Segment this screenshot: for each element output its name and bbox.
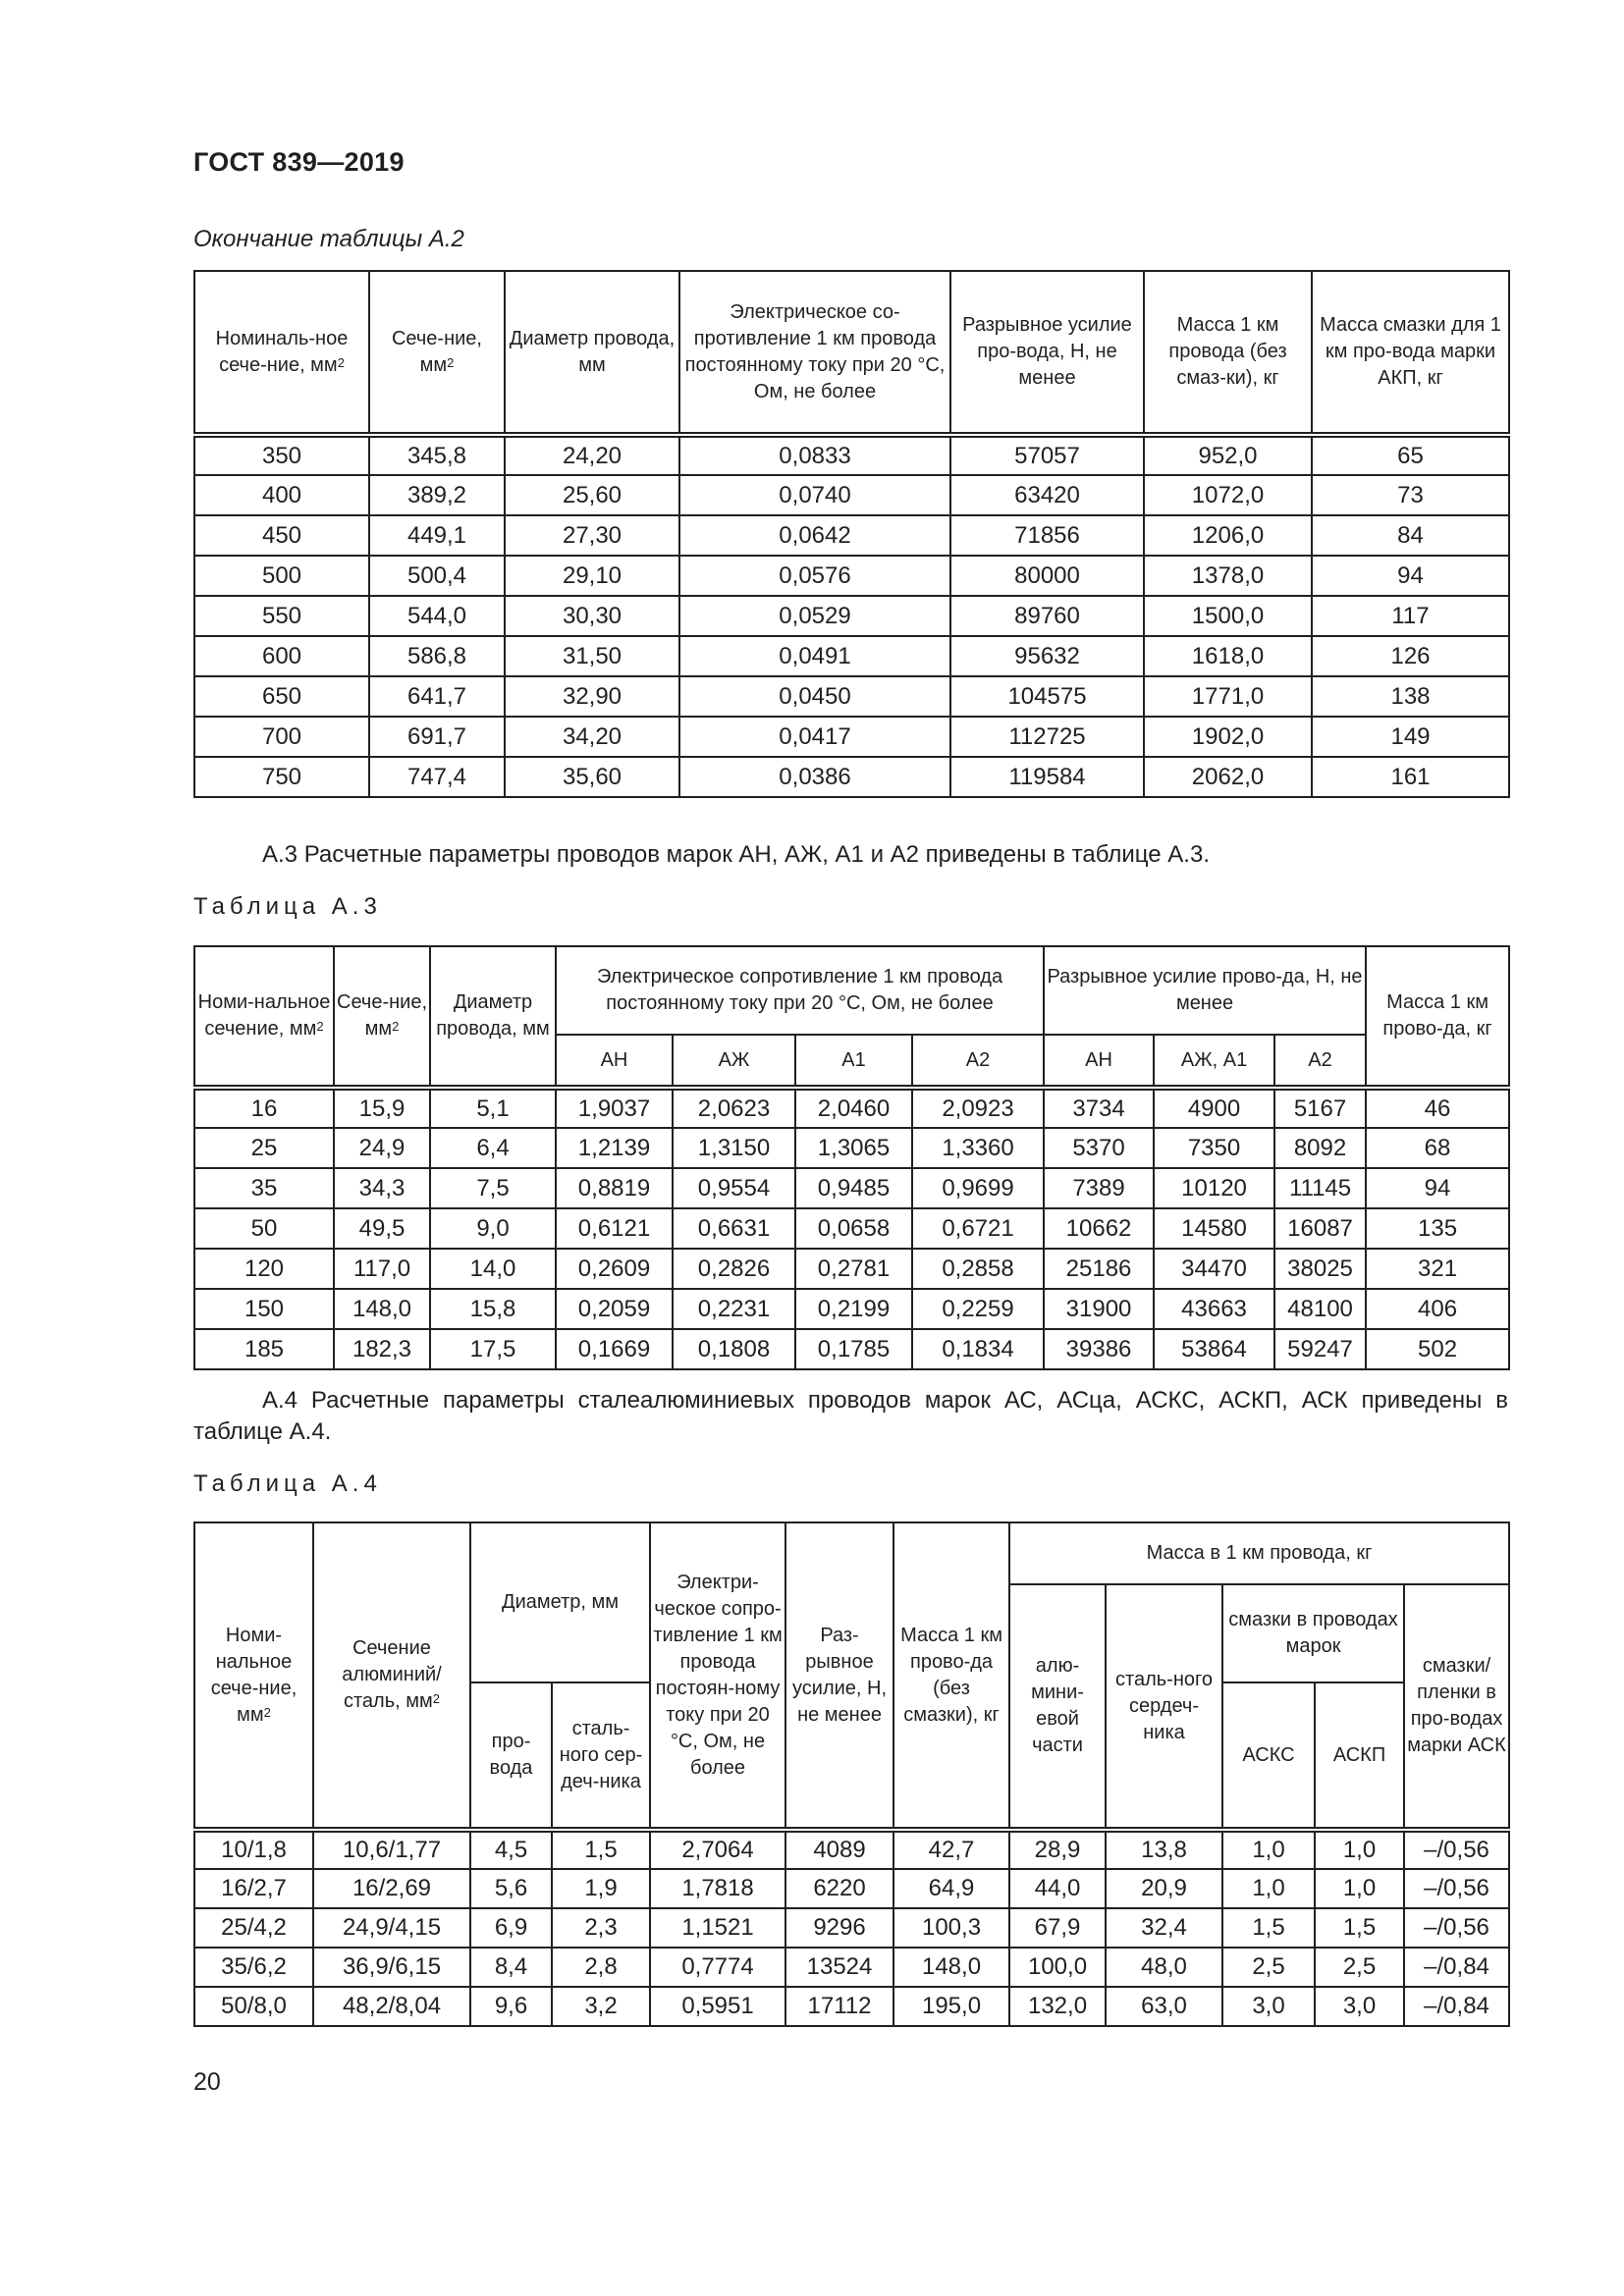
table-cell: 1,0 [1315, 1830, 1404, 1869]
table-cell: 0,6721 [912, 1208, 1044, 1249]
table-cell: 24,20 [505, 435, 679, 475]
table-cell: 1,1521 [650, 1908, 785, 1948]
table-cell: 32,90 [505, 676, 679, 717]
table-cell: 500 [194, 556, 369, 596]
table-cell: 65 [1312, 435, 1509, 475]
header-mass: Масса 1 км провода (без смаз-ки), кг [1144, 271, 1312, 435]
table-cell: 73 [1312, 475, 1509, 515]
table-cell: 53864 [1154, 1329, 1274, 1369]
header-askc: АСКС [1222, 1682, 1315, 1830]
table-cell: 0,5951 [650, 1987, 785, 2026]
header-res-a1: А1 [795, 1035, 912, 1088]
table-cell: 9,0 [430, 1208, 556, 1249]
table-cell: 0,2059 [556, 1289, 673, 1329]
table-cell: 135 [1366, 1208, 1509, 1249]
page-number: 20 [193, 2068, 221, 2096]
table-cell: 10,6/1,77 [313, 1830, 470, 1869]
table-row [194, 1128, 1509, 1168]
table-cell: 0,0450 [679, 676, 950, 717]
table-cell: 14,0 [430, 1249, 556, 1289]
table-cell: 2,5 [1222, 1948, 1315, 1987]
document-id: ГОСТ 839—2019 [193, 147, 405, 177]
table-cell: 185 [194, 1329, 334, 1369]
table-cell: 57057 [950, 435, 1144, 475]
table-row [194, 1168, 1509, 1208]
table-cell: 34,20 [505, 717, 679, 757]
header-grease-mass: Масса смазки для 1 км про-вода марки АКП, кг [1312, 271, 1509, 435]
table-cell: 80000 [950, 556, 1144, 596]
table-cell: 2,7064 [650, 1830, 785, 1869]
table-cell: 1902,0 [1144, 717, 1312, 757]
table-row [194, 1908, 1509, 1948]
table-cell: 10/1,8 [194, 1830, 313, 1869]
table-row [194, 515, 1509, 556]
table-cell: 63420 [950, 475, 1144, 515]
table-cell: 119584 [950, 757, 1144, 797]
table-cell: 0,1669 [556, 1329, 673, 1369]
table-cell: 0,0417 [679, 717, 950, 757]
table-cell: 1618,0 [1144, 636, 1312, 676]
table-cell: 449,1 [369, 515, 505, 556]
table-cell: 345,8 [369, 435, 505, 475]
table-cell: 100,0 [1009, 1948, 1106, 1987]
header-askp: АСКП [1315, 1682, 1404, 1830]
table-cell: 120 [194, 1249, 334, 1289]
table-cell: 2,0923 [912, 1088, 1044, 1128]
table-cell: 0,0491 [679, 636, 950, 676]
table-cell: 63,0 [1106, 1987, 1222, 2026]
table-cell: 4900 [1154, 1088, 1274, 1128]
table-cell: 16087 [1274, 1208, 1366, 1249]
table-cell: 10120 [1154, 1168, 1274, 1208]
table-cell: 36,9/6,15 [313, 1948, 470, 1987]
table-cell: 14580 [1154, 1208, 1274, 1249]
table-cell: 0,2781 [795, 1249, 912, 1289]
table-cell: 25/4,2 [194, 1908, 313, 1948]
table-cell: 126 [1312, 636, 1509, 676]
header-break-a2: А2 [1274, 1035, 1366, 1088]
table-cell: 3734 [1044, 1088, 1154, 1128]
table-cell: 117,0 [334, 1249, 430, 1289]
header-breaking-force: Разрывное усилие прово-да, Н, не менее [1044, 946, 1366, 1035]
table-row [194, 475, 1509, 515]
table-cell: 0,8819 [556, 1168, 673, 1208]
table-cell: 5167 [1274, 1088, 1366, 1128]
table-cell: 17112 [785, 1987, 893, 2026]
table-cell: 15,8 [430, 1289, 556, 1329]
table-cell: 89760 [950, 596, 1144, 636]
table-cell: 550 [194, 596, 369, 636]
table-cell: 641,7 [369, 676, 505, 717]
table-cell: 952,0 [1144, 435, 1312, 475]
header-resistance: Электрическое со-противление 1 км провода постоянному току при 20 °С, Ом, не более [679, 271, 950, 435]
table-cell: 16/2,7 [194, 1869, 313, 1908]
table-cell: 1,3150 [673, 1128, 795, 1168]
header-nominal-section: Номи-нальное сечение, $мм^2$ [194, 946, 334, 1088]
table-cell: 1,0 [1222, 1869, 1315, 1908]
table-cell: 35/6,2 [194, 1948, 313, 1987]
table-cell: 28,9 [1009, 1830, 1106, 1869]
table-cell: 0,7774 [650, 1948, 785, 1987]
table-cell: 34470 [1154, 1249, 1274, 1289]
table-cell: 94 [1366, 1168, 1509, 1208]
table-cell: 24,9 [334, 1128, 430, 1168]
table-row [194, 1249, 1509, 1289]
header-res-a2: А2 [912, 1035, 1044, 1088]
table-cell: 5,6 [470, 1869, 552, 1908]
table-cell: 0,9485 [795, 1168, 912, 1208]
table-cell: 38025 [1274, 1249, 1366, 1289]
table-cell: 0,6121 [556, 1208, 673, 1249]
table-cell: 1,9037 [556, 1088, 673, 1128]
table-cell: 13,8 [1106, 1830, 1222, 1869]
table-row [194, 1987, 1509, 2026]
table-cell: 2062,0 [1144, 757, 1312, 797]
table-a4-caption: Таблица А.4 [193, 1470, 382, 1497]
table-cell: 1,0 [1315, 1869, 1404, 1908]
table-cell: 1500,0 [1144, 596, 1312, 636]
table-cell: –/0,84 [1404, 1987, 1509, 2026]
table-cell: 39386 [1044, 1329, 1154, 1369]
table-cell: 700 [194, 717, 369, 757]
table-cell: 400 [194, 475, 369, 515]
table-cell: 148,0 [334, 1289, 430, 1329]
table-cell: 2,3 [552, 1908, 650, 1948]
table-row [194, 435, 1509, 475]
table-a3-caption: Таблица А.3 [193, 893, 382, 920]
table-cell: 2,0460 [795, 1088, 912, 1128]
table-cell: 48,2/8,04 [313, 1987, 470, 2026]
header-dia-wire: про-вода [470, 1682, 552, 1830]
table-cell: 1,2139 [556, 1128, 673, 1168]
table-cell: 389,2 [369, 475, 505, 515]
table-cell: 25 [194, 1128, 334, 1168]
table-row [194, 757, 1509, 797]
table-cell: 0,9554 [673, 1168, 795, 1208]
table-cell: 182,3 [334, 1329, 430, 1369]
table-cell: 0,2826 [673, 1249, 795, 1289]
header-grease-ask: смазки/ пленки в про-водах марки АСК [1404, 1584, 1509, 1830]
header-resistance: Электри-ческое сопро-тивление 1 км провода постоян-ному току при 20 °С, Ом, не более [650, 1522, 785, 1830]
table-cell: 8,4 [470, 1948, 552, 1987]
table-cell: 6220 [785, 1869, 893, 1908]
header-diameter: Диаметр провода, мм [430, 946, 556, 1088]
table-cell: 7389 [1044, 1168, 1154, 1208]
table-cell: 450 [194, 515, 369, 556]
table-cell: 117 [1312, 596, 1509, 636]
header-breaking-force: Разрывное усилие про-вода, Н, не менее [950, 271, 1144, 435]
table-row [194, 596, 1509, 636]
table-row [194, 1869, 1509, 1908]
table-cell: 4089 [785, 1830, 893, 1869]
table-cell: 138 [1312, 676, 1509, 717]
table-row [194, 556, 1509, 596]
table-cell: 10662 [1044, 1208, 1154, 1249]
table-cell: 95632 [950, 636, 1144, 676]
table-cell: 544,0 [369, 596, 505, 636]
table-cell: 29,10 [505, 556, 679, 596]
table-cell: 25,60 [505, 475, 679, 515]
table-row [194, 1088, 1509, 1128]
header-mass: Масса 1 км прово-да, кг [1366, 946, 1509, 1088]
table-cell: 0,2231 [673, 1289, 795, 1329]
header-section: Сечение алюминий/ сталь, $мм^2$ [313, 1522, 470, 1830]
header-diameter: Диаметр, мм [470, 1522, 650, 1682]
table-cell: 0,0658 [795, 1208, 912, 1249]
header-break-azh-a1: АЖ, А1 [1154, 1035, 1274, 1088]
table-cell: 1,7818 [650, 1869, 785, 1908]
table-cell: 112725 [950, 717, 1144, 757]
table-cell: 0,1834 [912, 1329, 1044, 1369]
header-steel-core: сталь-ного сердеч-ника [1106, 1584, 1222, 1830]
table-cell: 5370 [1044, 1128, 1154, 1168]
table-cell: 24,9/4,15 [313, 1908, 470, 1948]
table-cell: 150 [194, 1289, 334, 1329]
header-res-an: АН [556, 1035, 673, 1088]
table-cell: 20,9 [1106, 1869, 1222, 1908]
table-cell: 1206,0 [1144, 515, 1312, 556]
table-cell: 71856 [950, 515, 1144, 556]
table-cell: 0,0833 [679, 435, 950, 475]
table-cell: 747,4 [369, 757, 505, 797]
table-cell: 7,5 [430, 1168, 556, 1208]
table-cell: 25186 [1044, 1249, 1154, 1289]
table-cell: 0,0642 [679, 515, 950, 556]
table-cell: 16 [194, 1088, 334, 1128]
table-cell: 502 [1366, 1329, 1509, 1369]
table-cell: 1,5 [1315, 1908, 1404, 1948]
table-cell: 42,7 [893, 1830, 1009, 1869]
table-cell: 650 [194, 676, 369, 717]
table-cell: –/0,84 [1404, 1948, 1509, 1987]
header-nominal-section: Номи-нальное сече-ние, $мм^2$ [194, 1522, 313, 1830]
table-cell: 11145 [1274, 1168, 1366, 1208]
table-cell: 1771,0 [1144, 676, 1312, 717]
table-cell: 9296 [785, 1908, 893, 1948]
table-cell: 1,3360 [912, 1128, 1044, 1168]
table-cell: 35 [194, 1168, 334, 1208]
table-cell: 7350 [1154, 1128, 1274, 1168]
table-row [194, 1289, 1509, 1329]
table-cell: 49,5 [334, 1208, 430, 1249]
table-cell: 67,9 [1009, 1908, 1106, 1948]
table-cell: 27,30 [505, 515, 679, 556]
header-mass-no-grease: Масса 1 км прово-да (без смазки), кг [893, 1522, 1009, 1830]
table-row [194, 636, 1509, 676]
table-cell: 149 [1312, 717, 1509, 757]
table-row [194, 1208, 1509, 1249]
header-break-an: АН [1044, 1035, 1154, 1088]
table-cell: 0,0740 [679, 475, 950, 515]
table-cell: 35,60 [505, 757, 679, 797]
table-cell: 1,5 [1222, 1908, 1315, 1948]
table-cell: 6,4 [430, 1128, 556, 1168]
table-a2 [193, 270, 1510, 798]
table-row [194, 676, 1509, 717]
header-res-azh: АЖ [673, 1035, 795, 1088]
table-cell: 43663 [1154, 1289, 1274, 1329]
paragraph-a4: А.4 Расчетные параметры сталеалюминиевых проводов марок АС, АСца, АСКС, АСКП, АСК приведены в таблице А.4. [193, 1387, 1508, 1445]
table-cell: 161 [1312, 757, 1509, 797]
table-cell: 9,6 [470, 1987, 552, 2026]
table-cell: 1072,0 [1144, 475, 1312, 515]
header-grease: смазки в проводах марок [1222, 1584, 1404, 1682]
table-cell: 8092 [1274, 1128, 1366, 1168]
table-row [194, 1948, 1509, 1987]
table-cell: 16/2,69 [313, 1869, 470, 1908]
table-cell: 195,0 [893, 1987, 1009, 2026]
table-cell: 50/8,0 [194, 1987, 313, 2026]
table-cell: 2,0623 [673, 1088, 795, 1128]
table-cell: 0,2259 [912, 1289, 1044, 1329]
table-cell: 31900 [1044, 1289, 1154, 1329]
table-cell: 100,3 [893, 1908, 1009, 1948]
header-section: Сече-ние, $мм^2$ [369, 271, 505, 435]
table-cell: 0,0386 [679, 757, 950, 797]
table-a3 [193, 945, 1510, 1370]
table-cell: 5,1 [430, 1088, 556, 1128]
table-cell: 94 [1312, 556, 1509, 596]
table-cell: 0,9699 [912, 1168, 1044, 1208]
table-cell: 32,4 [1106, 1908, 1222, 1948]
table-cell: 3,2 [552, 1987, 650, 2026]
table-cell: 48,0 [1106, 1948, 1222, 1987]
table-cell: 31,50 [505, 636, 679, 676]
table-a4 [193, 1522, 1510, 2027]
table-cell: 13524 [785, 1948, 893, 1987]
table-cell: 1,3065 [795, 1128, 912, 1168]
table-cell: 0,1785 [795, 1329, 912, 1369]
table-cell: 600 [194, 636, 369, 676]
table-cell: 132,0 [1009, 1987, 1106, 2026]
table-cell: 84 [1312, 515, 1509, 556]
table-cell: 0,2199 [795, 1289, 912, 1329]
table-cell: 321 [1366, 1249, 1509, 1289]
table-cell: 17,5 [430, 1329, 556, 1369]
table-cell: 1378,0 [1144, 556, 1312, 596]
header-nominal-section: Номиналь-ное сече-ние, $мм^2$ [194, 271, 369, 435]
table-cell: 1,5 [552, 1830, 650, 1869]
table-cell: 4,5 [470, 1830, 552, 1869]
table-cell: 500,4 [369, 556, 505, 596]
table-cell: 750 [194, 757, 369, 797]
table-cell: 30,30 [505, 596, 679, 636]
table-a2-caption: Окончание таблицы А.2 [193, 226, 464, 252]
table-cell: 48100 [1274, 1289, 1366, 1329]
header-diameter: Диаметр провода, мм [505, 271, 679, 435]
table-cell: 50 [194, 1208, 334, 1249]
table-cell: 0,1808 [673, 1329, 795, 1369]
table-cell: 406 [1366, 1289, 1509, 1329]
table-cell: 350 [194, 435, 369, 475]
table-row [194, 717, 1509, 757]
table-cell: 6,9 [470, 1908, 552, 1948]
header-section: Сече-ние, $мм^2$ [334, 946, 430, 1088]
table-cell: 1,9 [552, 1869, 650, 1908]
table-cell: 0,6631 [673, 1208, 795, 1249]
table-cell: 0,2858 [912, 1249, 1044, 1289]
table-cell: 59247 [1274, 1329, 1366, 1369]
table-cell: –/0,56 [1404, 1830, 1509, 1869]
table-cell: 586,8 [369, 636, 505, 676]
table-cell: 691,7 [369, 717, 505, 757]
table-cell: 0,0529 [679, 596, 950, 636]
header-alu-part: алю-мини-евой части [1009, 1584, 1106, 1830]
table-cell: 34,3 [334, 1168, 430, 1208]
table-row [194, 1830, 1509, 1869]
table-cell: 3,0 [1315, 1987, 1404, 2026]
header-mass-group: Масса в 1 км провода, кг [1009, 1522, 1509, 1584]
table-cell: 44,0 [1009, 1869, 1106, 1908]
table-cell: 3,0 [1222, 1987, 1315, 2026]
table-cell: –/0,56 [1404, 1908, 1509, 1948]
table-cell: 0,2609 [556, 1249, 673, 1289]
header-resistance: Электрическое сопротивление 1 км провода постоянному току при 20 °С, Ом, не более [556, 946, 1044, 1035]
table-cell: 104575 [950, 676, 1144, 717]
table-cell: 2,8 [552, 1948, 650, 1987]
table-cell: 1,0 [1222, 1830, 1315, 1869]
paragraph-a3: А.3 Расчетные параметры проводов марок АН, АЖ, А1 и А2 приведены в таблице А.3. [262, 841, 1210, 868]
table-cell: 64,9 [893, 1869, 1009, 1908]
header-breaking-force: Раз-рывное усилие, Н, не менее [785, 1522, 893, 1830]
table-cell: 148,0 [893, 1948, 1009, 1987]
table-cell: 0,0576 [679, 556, 950, 596]
table-cell: –/0,56 [1404, 1869, 1509, 1908]
table-cell: 15,9 [334, 1088, 430, 1128]
table-cell: 2,5 [1315, 1948, 1404, 1987]
table-cell: 68 [1366, 1128, 1509, 1168]
table-cell: 46 [1366, 1088, 1509, 1128]
header-dia-core: сталь-ного сер-деч-ника [552, 1682, 650, 1830]
table-row [194, 1329, 1509, 1369]
